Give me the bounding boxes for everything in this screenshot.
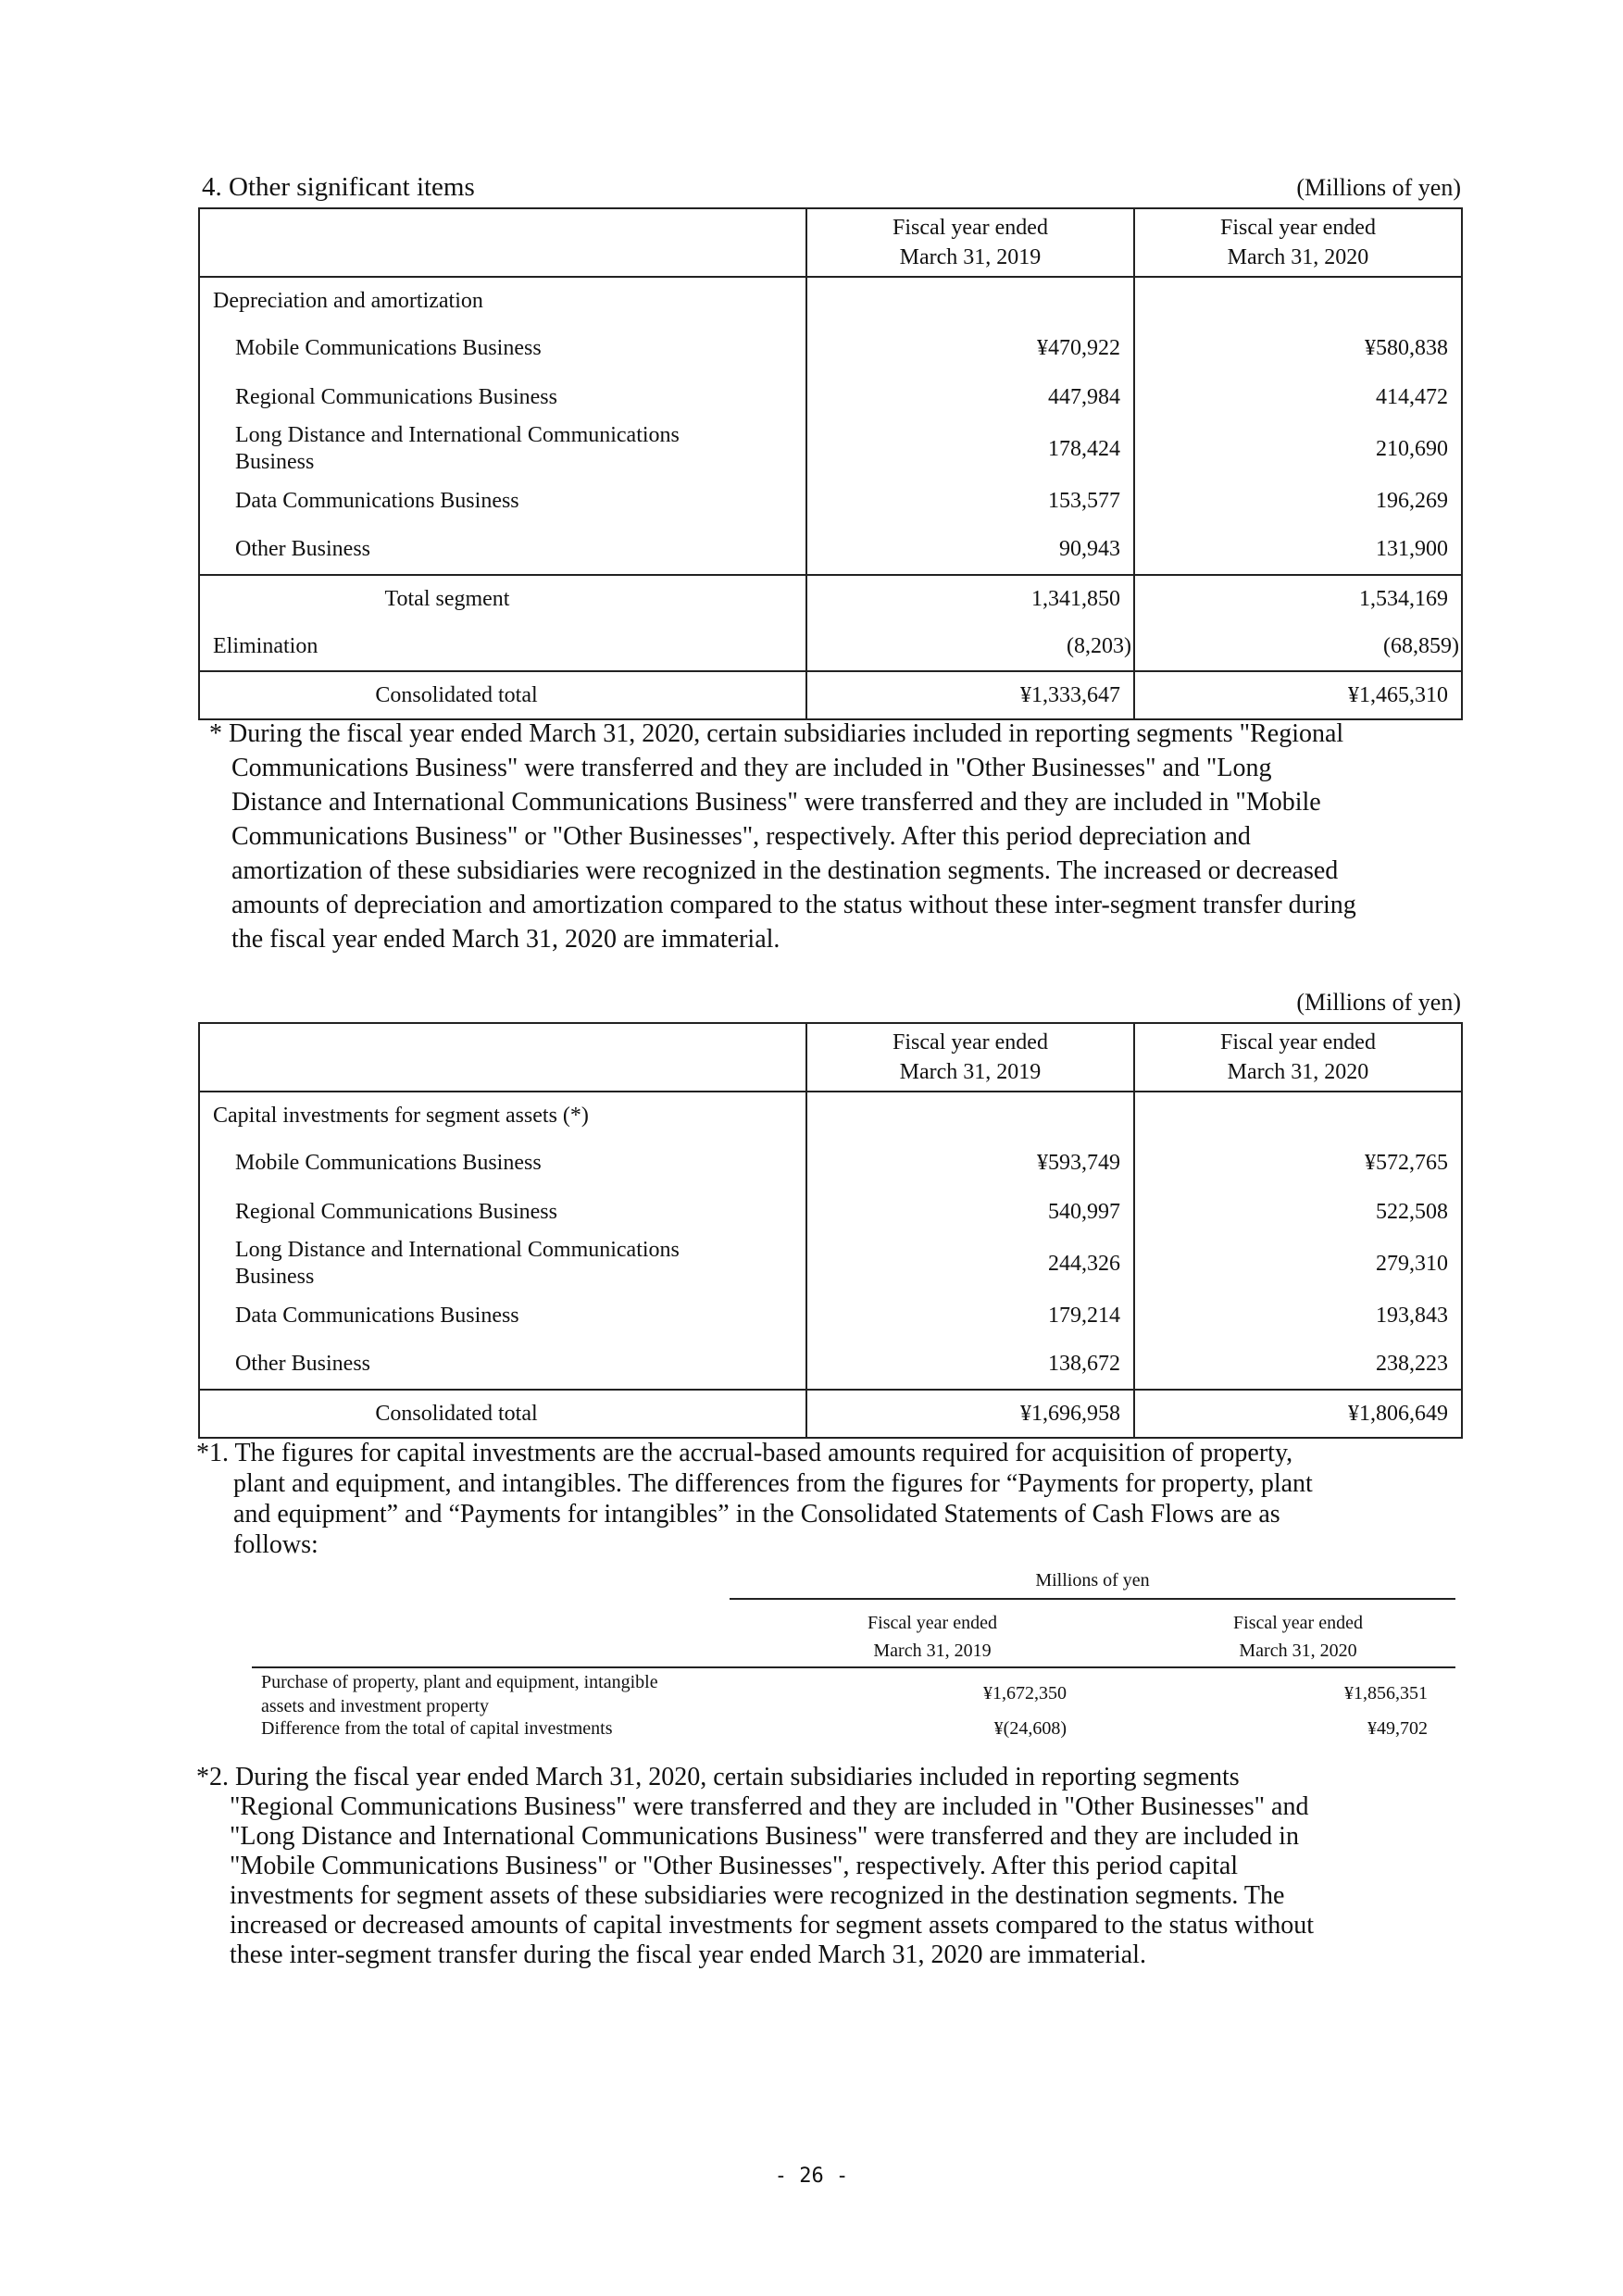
units-label: Millions of yen	[1035, 1570, 1150, 1591]
table-row: Regional Communications Business 540,997 522,508	[199, 1188, 1462, 1236]
table-row-label: Purchase of property, plant and equipment, intangible assets and investment property	[261, 1672, 658, 1716]
capital-investments-table	[198, 1022, 1463, 1439]
footnote-capital-investments: *1. The figures for capital investments are the accrual-based amounts required for acquisition of property, plant and equipment, and intangibles. The differences from the figures for “Payments for property, plant and equipment” and “Payments for intangibles” in the Consolidated Statements of Cash Flows are as follows:	[196, 1439, 1313, 1559]
table-row: Data Communications Business 179,214 193,843	[199, 1292, 1462, 1340]
group-label-row: Capital investments for segment assets (*)	[199, 1092, 1462, 1139]
footnote-transfers: *2. During the fiscal year ended March 31, 2020, certain subsidiaries included in reporting segments "Regional Communications Business" were transferred and they are included in "Other Businesses" and "Long Distance and International Communications Business" were transferred and they are included in "Mobile Communications Business" or "Other Businesses", respectively. After this period capital investments for segment assets of these subsidiaries were recognized in the destination segments. The increased or decreased amounts of capital investments for segment assets compared to the status without these inter-segment transfer during the fiscal year ended March 31, 2020 are immaterial.	[196, 1763, 1314, 1969]
consolidated-total-row: Consolidated total ¥1,333,647 ¥1,465,310	[199, 671, 1462, 719]
column-header-2020: Fiscal year ended March 31, 2020	[1233, 1613, 1363, 1661]
table-cell: ¥1,856,351	[1344, 1683, 1428, 1703]
table-row: Other Business 90,943 131,900	[199, 525, 1462, 575]
table-row: Other Business 138,672 238,223	[199, 1340, 1462, 1390]
total-segment-row: Total segment 1,341,850 1,534,169	[199, 575, 1462, 623]
table-row: Long Distance and International Communications Business 244,326 279,310	[199, 1236, 1462, 1292]
column-header-2019: Fiscal year ended March 31, 2019	[868, 1613, 997, 1661]
column-header-2019: Fiscal year ended March 31, 2019	[806, 208, 1134, 277]
column-header-2020: Fiscal year ended March 31, 2020	[1134, 208, 1462, 277]
table-row: Data Communications Business 153,577 196,269	[199, 477, 1462, 525]
group-label-row: Depreciation and amortization	[199, 277, 1462, 324]
elimination-row: Elimination (8,203) (68,859)	[199, 623, 1462, 671]
table-cell: ¥(24,608)	[993, 1718, 1067, 1739]
units-label: (Millions of yen)	[1296, 174, 1461, 201]
page-number: - 26 -	[774, 2165, 849, 2188]
table-row-label: Difference from the total of capital investments	[261, 1718, 613, 1739]
table-row: Mobile Communications Business ¥593,749 ¥572,765	[199, 1139, 1462, 1188]
section-title: 4. Other significant items	[202, 172, 475, 202]
header-rule	[252, 1666, 1455, 1668]
table-header-row	[199, 208, 1462, 277]
table-row: Mobile Communications Business ¥470,922 ¥580,838	[199, 324, 1462, 373]
header-rule	[730, 1598, 1455, 1600]
consolidated-total-row: Consolidated total ¥1,696,958 ¥1,806,649	[199, 1390, 1462, 1438]
table-cell: ¥1,672,350	[983, 1683, 1067, 1703]
units-label: (Millions of yen)	[1296, 989, 1461, 1016]
table-header-row	[199, 1023, 1462, 1092]
footnote-depreciation: * During the fiscal year ended March 31, 2020, certain subsidiaries included in reporting segments "Regional Communications Business" were transferred and they are included in "Other Businesses" and "Long Distance and International Communications Business" were transferred and they are included in "Mobile Communications Business" or "Other Businesses", respectively. After this period depreciation and amortization of these subsidiaries were recognized in the destination segments. The increased or decreased amounts of depreciation and amortization compared to the status without these inter-segment transfer during the fiscal year ended March 31, 2020 are immaterial.	[209, 719, 1356, 954]
table-row: Regional Communications Business 447,984 414,472	[199, 373, 1462, 421]
column-header-2020: Fiscal year ended March 31, 2020	[1134, 1023, 1462, 1092]
column-header-2019: Fiscal year ended March 31, 2019	[806, 1023, 1134, 1092]
depreciation-table	[198, 207, 1463, 720]
table-cell: ¥49,702	[1367, 1718, 1428, 1739]
table-row: Long Distance and International Communications Business 178,424 210,690	[199, 421, 1462, 477]
